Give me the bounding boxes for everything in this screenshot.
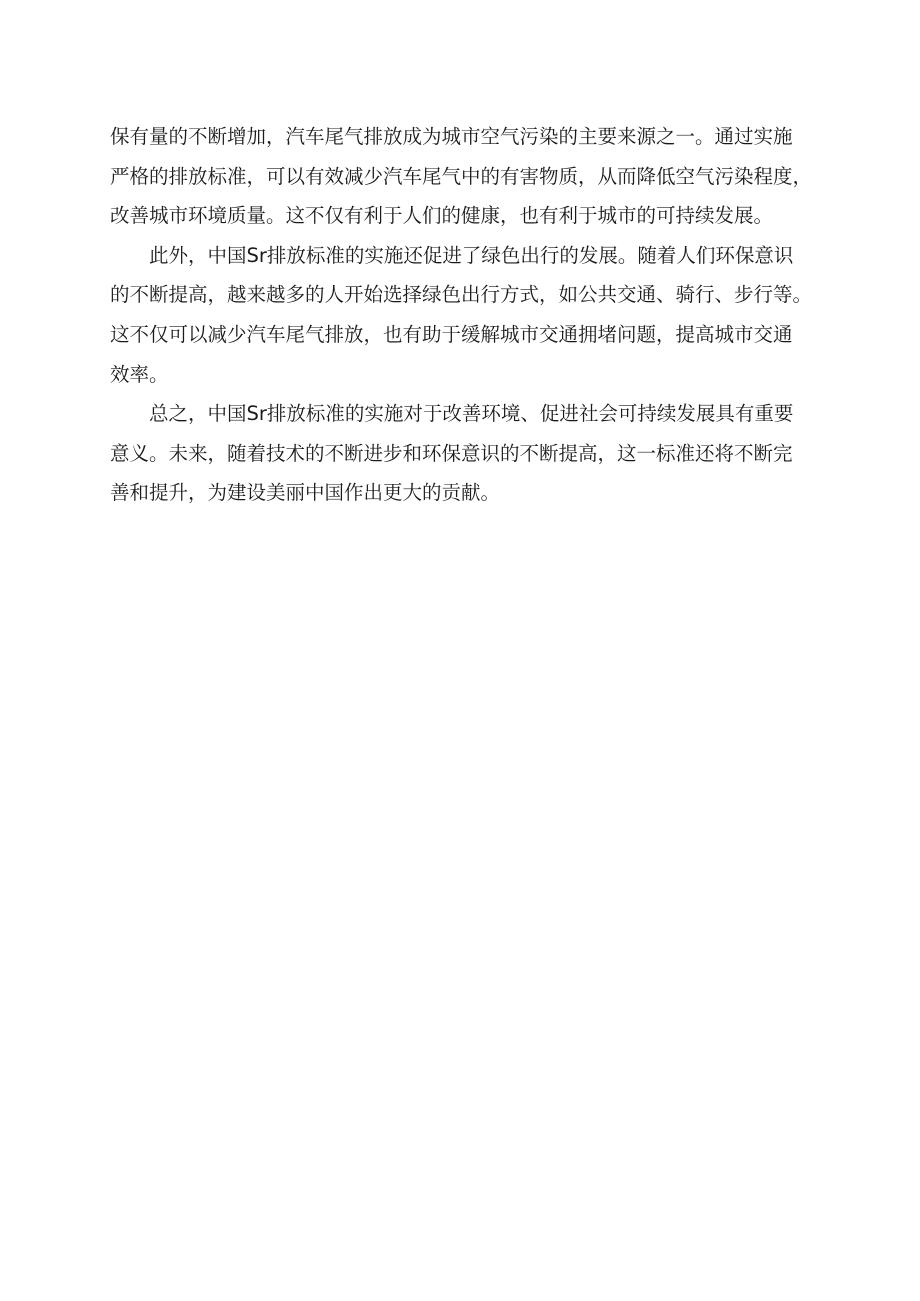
document-body: [110, 117, 818, 513]
text-line: 意义。未来，随着技术的不断进步和环保意识的不断提高，这一标准还将不断完: [110, 441, 793, 465]
text-line: 此外，中国Sr排放标准的实施还促进了绿色出行的发展。随着人们环保意识: [149, 243, 794, 267]
text-line: 效率。: [110, 362, 169, 386]
text-line: 这不仅可以减少汽车尾气排放，也有助于缓解城市交通拥堵问题，提高城市交通: [110, 322, 793, 346]
paragraph-conclusion: [110, 394, 818, 513]
text-line: 严格的排放标准，可以有效减少汽车尾气中的有害物质，从而降低空气污染程度，: [110, 164, 813, 188]
text-line: 保有量的不断增加，汽车尾气排放成为城市空气污染的主要来源之一。通过实施: [110, 125, 793, 148]
text-line: 总之，中国Sr排放标准的实施对于改善环境、促进社会可持续发展具有重要: [149, 402, 794, 426]
paragraph-green-travel: [110, 236, 818, 394]
paragraph-emission-standards-benefits: [110, 117, 818, 236]
text-line: 的不断提高，越来越多的人开始选择绿色出行方式，如公共交通、骑行、步行等。: [110, 283, 813, 307]
text-line: 改善城市环境质量。这不仅有利于人们的健康，也有利于城市的可持续发展。: [110, 204, 774, 228]
text-line: 善和提升，为建设美丽中国作出更大的贡献。: [110, 481, 501, 505]
